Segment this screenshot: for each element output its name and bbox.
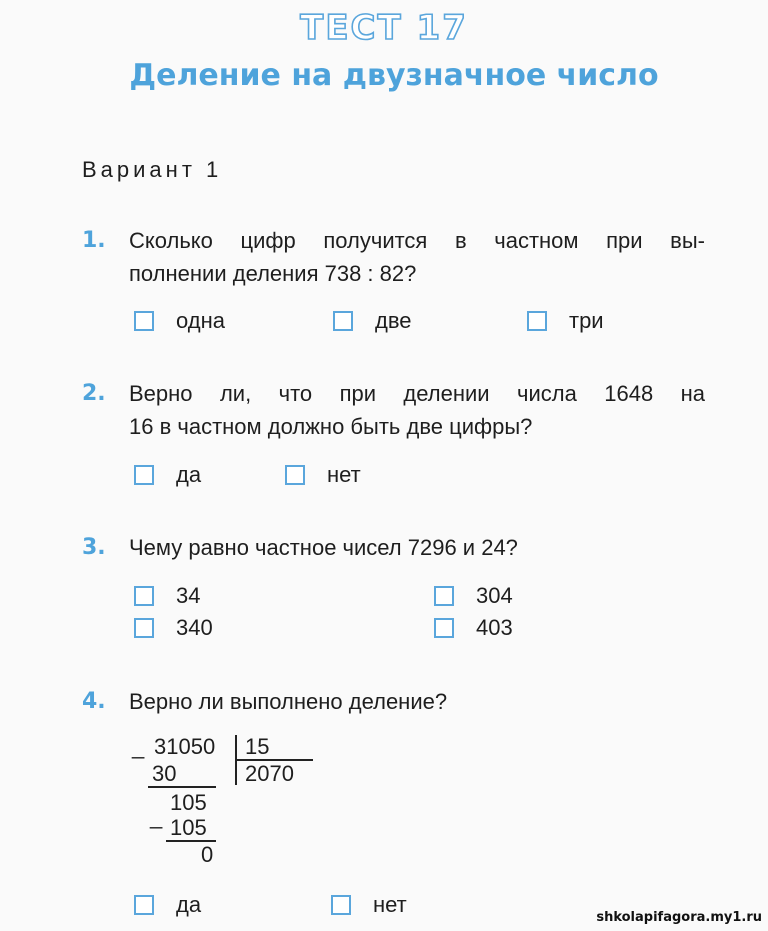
question-2-text	[129, 377, 705, 443]
test-title: ТЕСТ 17	[300, 8, 468, 48]
checkbox[interactable]	[434, 618, 454, 638]
q1-option-1[interactable]	[134, 308, 225, 334]
q1-option-3[interactable]	[527, 308, 604, 334]
q2-option-1[interactable]	[134, 462, 201, 488]
option-label: одна	[176, 308, 225, 333]
first-subtraction-line	[148, 786, 216, 788]
option-label: 340	[176, 615, 213, 640]
option-label: 304	[476, 583, 513, 608]
checkbox[interactable]	[331, 895, 351, 915]
question-2-number: 2.	[82, 381, 106, 406]
watermark: shkolapifagora.my1.ru	[596, 910, 762, 925]
partial-dividend: 105	[170, 790, 207, 815]
checkbox[interactable]	[134, 586, 154, 606]
question-2-line-2: 16 в частном должно быть две цифры?	[129, 414, 533, 439]
option-label: нет	[373, 892, 407, 917]
second-subtrahend: 105	[170, 815, 207, 840]
checkbox[interactable]	[285, 465, 305, 485]
question-3-text: Чему равно частное чисел 7296 и 24?	[129, 535, 518, 560]
minus-sign-1: _	[132, 734, 145, 759]
variant-label: Вариант 1	[82, 157, 223, 182]
dividend: 31050	[154, 734, 216, 759]
test-subtitle: Деление на двузначное число	[129, 58, 659, 93]
question-1-line-1: Сколько цифр получится в частном при вы-	[129, 228, 705, 253]
option-label: 403	[476, 615, 513, 640]
remainder: 0	[201, 842, 214, 867]
quotient: 2070	[245, 761, 294, 786]
question-4-text: Верно ли выполнено деление?	[129, 689, 448, 714]
q3-option-2[interactable]	[434, 583, 513, 609]
question-1-line-2: полнении деления 738 : 82?	[129, 261, 417, 286]
checkbox[interactable]	[134, 311, 154, 331]
question-3-number: 3.	[82, 535, 106, 560]
checkbox[interactable]	[434, 586, 454, 606]
first-subtrahend: 30	[152, 761, 177, 786]
question-1-number: 1.	[82, 228, 106, 253]
q2-option-2[interactable]	[285, 462, 361, 488]
question-2-line-1: Верно ли, что при делении числа 1648 на	[129, 381, 705, 406]
minus-sign-2: _	[150, 804, 163, 829]
divisor: 15	[245, 734, 270, 759]
checkbox[interactable]	[333, 311, 353, 331]
option-label: три	[569, 308, 604, 333]
checkbox[interactable]	[134, 895, 154, 915]
option-label: нет	[327, 462, 361, 487]
q1-option-2[interactable]	[333, 308, 412, 334]
checkbox[interactable]	[527, 311, 547, 331]
option-label: 34	[176, 583, 201, 608]
checkbox[interactable]	[134, 465, 154, 485]
q4-option-2[interactable]	[331, 892, 407, 918]
q3-option-1[interactable]	[134, 583, 200, 609]
question-4-number: 4.	[82, 689, 106, 714]
option-label: две	[375, 308, 412, 333]
q3-option-3[interactable]	[134, 615, 213, 641]
checkbox[interactable]	[134, 618, 154, 638]
q4-option-1[interactable]	[134, 892, 201, 918]
option-label: да	[176, 892, 202, 917]
long-division	[128, 728, 328, 868]
question-1-text	[129, 224, 705, 290]
option-label: да	[176, 462, 202, 487]
q3-option-4[interactable]	[434, 615, 513, 641]
